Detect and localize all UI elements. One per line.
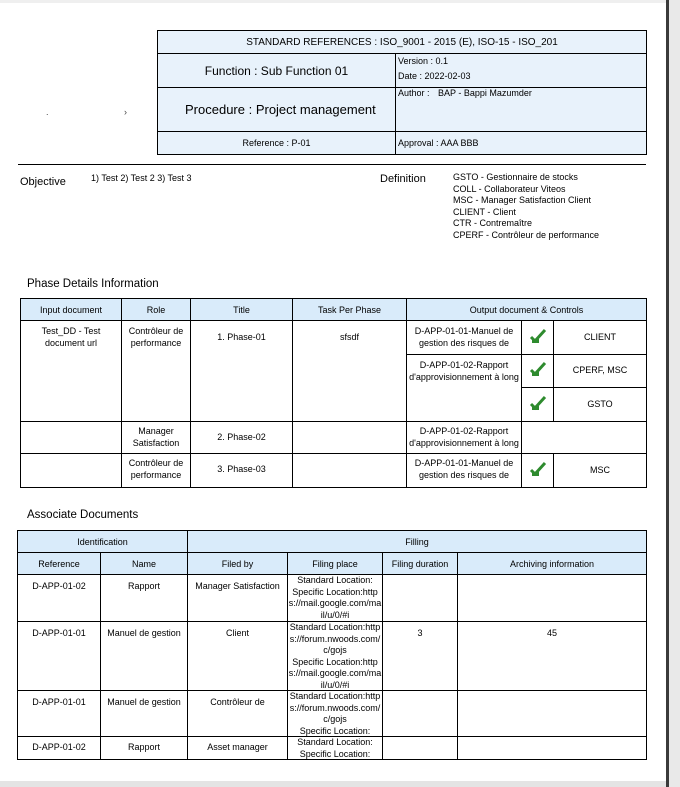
control-empty-cell [522,422,647,454]
doc-filed-by: Manager Satisfaction [188,575,288,622]
doc-archiving [458,691,647,737]
definition-item: MSC - Manager Satisfaction Client [453,195,592,205]
col-header-filing-place: Filing place [288,553,383,575]
author-label: Author : [398,88,430,98]
doc-reference: D-APP-01-02 [18,737,101,760]
checkmark-icon [529,360,547,378]
col-header-task: Task Per Phase [293,299,407,321]
doc-archiving: 45 [458,622,647,691]
doc-archiving [458,575,647,622]
document-header-table [157,30,647,155]
control-check-cell [522,454,554,488]
stray-dot: . [46,107,49,117]
phase-role: Manager Satisfaction [122,422,191,454]
date-text: Date : 2022-02-03 [398,71,471,81]
group-header-filling: Filling [188,531,647,553]
phase-input-doc [21,454,122,488]
standard-references: STANDARD REFERENCES : ISO_9001 - 2015 (E), ISO-15 - ISO_201 [158,31,647,54]
doc-filed-by: Asset manager [188,737,288,760]
function-title: Function : Sub Function 01 [158,54,396,88]
phase-title: 1. Phase-01 [191,321,293,422]
objective-text: 1) Test 2) Test 2 3) Test 3 [91,173,192,183]
doc-name: Rapport [101,575,188,622]
author-name: BAP - Bappi Mazumder [438,88,532,98]
phase-input-doc: Test_DD - Test document url [21,321,122,422]
group-header-identification: Identification [18,531,188,553]
phase-title: 2. Phase-02 [191,422,293,454]
doc-name: Rapport [101,737,188,760]
phase-title: 3. Phase-03 [191,454,293,488]
control-check-cell [522,321,554,355]
objective-label: Objective [20,176,66,188]
col-header-filed-by: Filed by [188,553,288,575]
doc-filed-by: Client [188,622,288,691]
checkmark-icon [529,327,547,345]
phase-input-doc [21,422,122,454]
definition-item: CPERF - Contrôleur de performance [453,229,600,240]
doc-reference: D-APP-01-02 [18,575,101,622]
approval-text: Approval : AAA BBB [396,132,647,155]
doc-filing-place [288,622,383,691]
doc-filing-duration [383,691,458,737]
col-header-archiving: Archiving information [458,553,647,575]
control-role: MSC [554,454,647,488]
phase-task [293,422,407,454]
doc-name: Manuel de gestion [101,622,188,691]
control-role: CLIENT [554,321,647,355]
output-document: D-APP-01-02-Rapport d'approvisionnement à long [407,355,522,422]
doc-filing-duration [383,575,458,622]
col-header-name: Name [101,553,188,575]
col-header-title: Title [191,299,293,321]
phase-task: sfsdf [293,321,407,422]
doc-filed-by: Contrôleur de [188,691,288,737]
phase-role: Contrôleur de performance [122,321,191,422]
doc-name: Manuel de gestion [101,691,188,737]
doc-archiving [458,737,647,760]
definition-item: CTR - Contremaître [453,218,533,228]
filing-place-text: Standard Location: Specific Location:https://mail.google.com/mail/u/0/#i [288,575,382,620]
doc-reference: D-APP-01-01 [18,691,101,737]
col-header-filing-duration: Filing duration [383,553,458,575]
checkmark-icon [529,460,547,478]
doc-filing-duration [383,737,458,760]
control-role: GSTO [554,388,647,422]
phase-role: Contrôleur de performance [122,454,191,488]
procedure-title: Procedure : Project management [158,88,396,132]
definition-item: GSTO - Gestionnaire de stocks [453,172,578,182]
col-header-output: Output document & Controls [407,299,647,321]
phase-details-table [20,298,647,488]
filing-place-text: Standard Location: Specific Location: [297,737,373,759]
doc-reference: D-APP-01-01 [18,622,101,691]
viewer-background [669,0,680,787]
version-date-cell [396,54,647,88]
filing-place-text: Standard Location:https://forum.nwoods.com/c/gojs Specific Location: [289,691,381,736]
stray-arrow: › [124,107,127,117]
checkmark-icon [529,394,547,412]
col-header-reference: Reference [18,553,101,575]
associate-documents-title: Associate Documents [27,509,139,521]
phase-task [293,454,407,488]
doc-filing-place [288,575,383,622]
bottom-shade [0,781,666,787]
top-shade [0,0,666,3]
header-divider [18,164,646,165]
filing-place-text: Standard Location:https://forum.nwoods.com/c/gojs Specific Location:https://mail.google.com/mail/u/0/#i [288,622,382,690]
reference-text: Reference : P-01 [158,132,396,155]
output-document: D-APP-01-01-Manuel de gestion des risques de [407,321,522,355]
author-cell [396,88,647,132]
definition-label: Definition [380,173,426,185]
definition-item: CLIENT - Client [453,206,516,217]
associate-documents-table [17,530,647,760]
col-header-input: Input document [21,299,122,321]
doc-filing-place [288,737,383,760]
doc-filing-place [288,691,383,737]
col-header-role: Role [122,299,191,321]
control-role: CPERF, MSC [554,355,647,388]
control-check-cell [522,355,554,388]
version-text: Version : 0.1 [398,56,449,66]
definition-list [453,172,599,241]
definition-item: COLL - Collaborateur Viteos [453,183,566,194]
doc-filing-duration: 3 [383,622,458,691]
control-check-cell [522,388,554,422]
output-document: D-APP-01-02-Rapport d'approvisionnement à long [407,422,522,454]
output-document: D-APP-01-01-Manuel de gestion des risques de [407,454,522,488]
phase-details-title: Phase Details Information [27,278,159,290]
